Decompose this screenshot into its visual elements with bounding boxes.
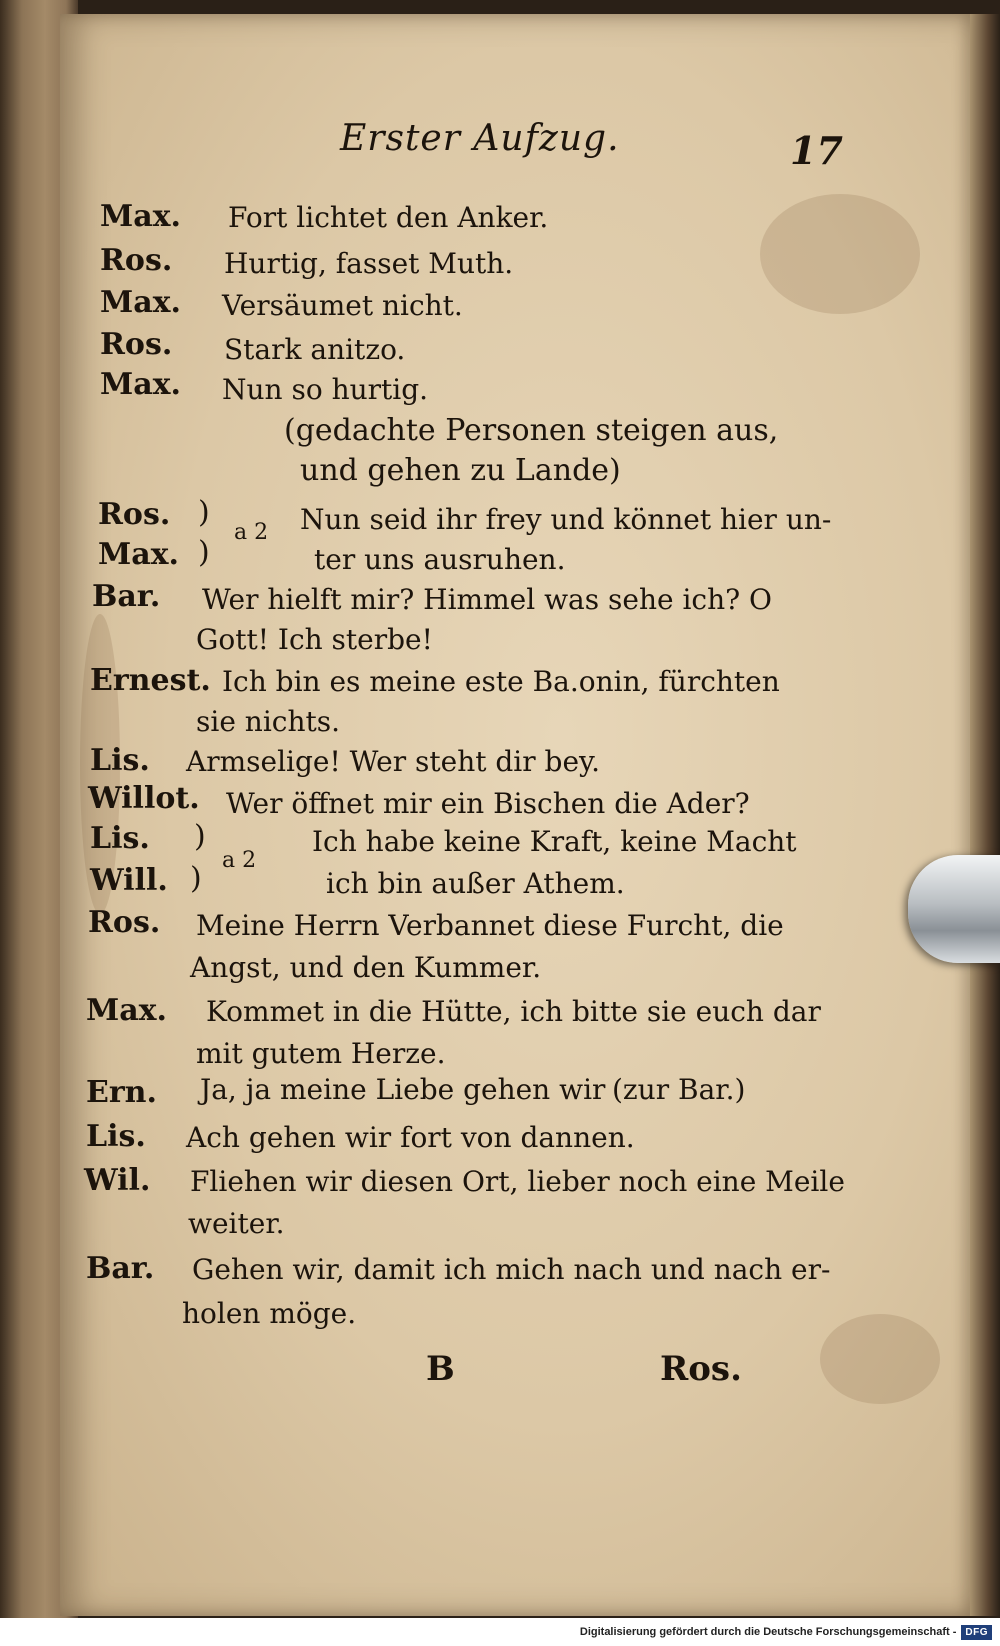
book-clip [908, 855, 1000, 963]
bracket-mark: ) [198, 495, 210, 530]
speaker-label: Max. [86, 993, 167, 1028]
digitization-footer [0, 1618, 1000, 1646]
dialogue-text: mit gutem Herze. [196, 1037, 446, 1070]
bracket-mark: ) [190, 861, 202, 896]
dialogue-text: Meine Herrn Verbannet diese Furcht, die [196, 909, 784, 942]
catchword: Ros. [660, 1349, 742, 1389]
dialogue-text: Gott! Ich sterbe! [196, 623, 433, 656]
dialogue-text: Fliehen wir diesen Ort, lieber noch eine Meile [190, 1165, 845, 1198]
dialogue-text: Wer hielft mir? Himmel was sehe ich? O [202, 583, 772, 616]
speaker-label: Max. [98, 537, 179, 572]
dialogue-text: Ich habe keine Kraft, keine Macht [312, 825, 797, 858]
dialogue-text: Fort lichtet den Anker. [228, 201, 549, 234]
speaker-label: Max. [100, 285, 181, 320]
dialogue-text: sie nichts. [196, 705, 341, 738]
bracket-mark: ) [198, 535, 210, 570]
duet-marker: a 2 [234, 520, 269, 545]
speaker-label: Ros. [100, 327, 173, 362]
dfg-logo-icon: DFG [961, 1625, 992, 1640]
dialogue-text: weiter. [188, 1207, 285, 1240]
bracket-mark: ) [194, 819, 206, 854]
dialogue-text: Gehen wir, damit ich mich nach und nach er- [192, 1253, 831, 1286]
speaker-label: Ernest. [90, 663, 211, 698]
dialogue-text: ter uns ausruhen. [314, 543, 566, 576]
speaker-label: Max. [100, 367, 181, 402]
speaker-label: Max. [100, 199, 181, 234]
dialogue-text: Stark anitzo. [224, 333, 406, 366]
footer-credit: Digitalisierung gefördert durch die Deutsche Forschungsgemeinschaft - [579, 1626, 957, 1638]
speaker-label: Lis. [90, 743, 150, 778]
dialogue-text: Ja, ja meine Liebe gehen wir [200, 1073, 606, 1106]
dialogue-text: Kommet in die Hütte, ich bitte sie euch dar [206, 995, 821, 1028]
dialogue-text: Nun so hurtig. [222, 373, 429, 406]
stage-direction: (zur Bar.) [612, 1073, 746, 1106]
stage-direction: (gedachte Personen steigen aus, [284, 413, 779, 448]
dialogue-text: Wer öffnet mir ein Bischen die Ader? [226, 787, 750, 820]
speaker-label: Bar. [92, 579, 161, 614]
speaker-label: Will. [90, 863, 168, 898]
paper-stain [820, 1314, 940, 1404]
signature-mark: B [426, 1349, 455, 1389]
speaker-label: Lis. [86, 1119, 146, 1154]
speaker-label: Willot. [88, 781, 200, 816]
dialogue-text: Nun seid ihr frey und könnet hier un- [300, 503, 832, 536]
speaker-label: Ros. [100, 243, 173, 278]
right-page-edge [970, 14, 1000, 1616]
speaker-label: Lis. [90, 821, 150, 856]
dialogue-text: Armselige! Wer steht dir bey. [186, 745, 601, 778]
dialogue-text: Ich bin es meine este Ba.onin, fürchten [222, 665, 780, 698]
speaker-label: Ern. [86, 1075, 157, 1110]
running-header: Erster Aufzug. [340, 118, 620, 159]
page-number: 17 [790, 128, 843, 173]
speaker-label: Wil. [84, 1163, 151, 1198]
paper-stain [760, 194, 920, 314]
dialogue-text: Ach gehen wir fort von dannen. [186, 1121, 635, 1154]
dialogue-text: Hurtig, fasset Muth. [224, 247, 514, 280]
dialogue-text: Angst, und den Kummer. [190, 951, 542, 984]
speaker-label: Bar. [86, 1251, 155, 1286]
stage-direction: und gehen zu Lande) [300, 453, 621, 488]
speaker-label: Ros. [88, 905, 161, 940]
dialogue-text: ich bin außer Athem. [326, 867, 625, 900]
dialogue-text: holen möge. [182, 1297, 357, 1330]
duet-marker: a 2 [222, 848, 257, 873]
dialogue-text: Versäumet nicht. [222, 289, 463, 322]
speaker-label: Ros. [98, 497, 171, 532]
